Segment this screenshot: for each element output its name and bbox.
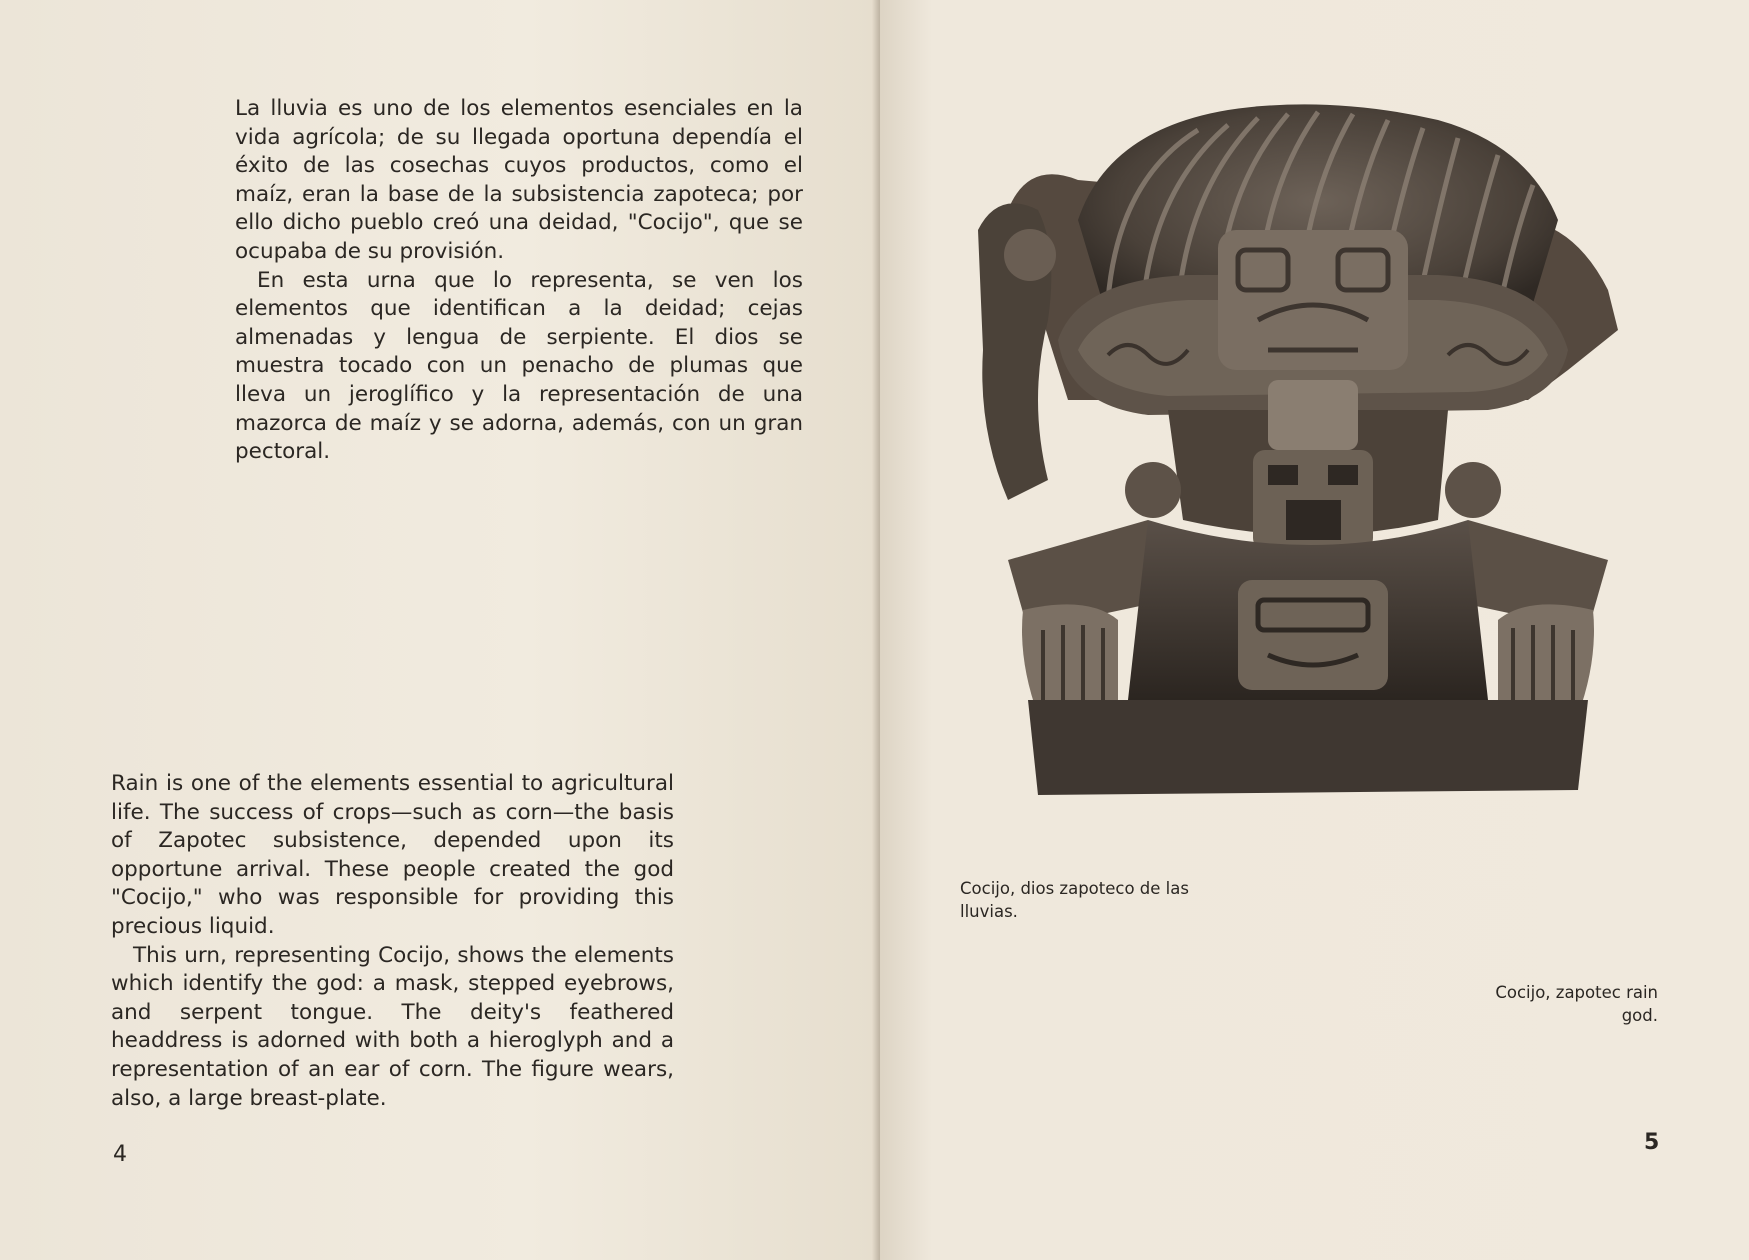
- caption-spanish: Cocijo, dios zapoteco de las lluvias.: [960, 879, 1189, 921]
- page-number-right: 5: [1644, 1130, 1660, 1155]
- spanish-paragraph-2: En esta urna que lo representa, se ven los elementos que identifican a la deidad; cejas almenadas y lengua de serpiente. El dios se muestra tocado con un penacho de plumas que lleva un jeroglífico y la representación de una mazorca de maíz y se adorna, además, con un gran pectoral.: [235, 267, 803, 465]
- english-paragraph-2: This urn, representing Cocijo, shows the elements which identify the god: a mask, stepped eyebrows, and serpent tongue. The deity's feathered headdress is adorned with both a hieroglyph and a representation of an ear of corn. The figure wears, also, a large breast-plate.: [111, 942, 674, 1111]
- spanish-text: [235, 95, 803, 467]
- page-number-left: 4: [113, 1142, 127, 1167]
- caption-english: Cocijo, zapotec rain god.: [1495, 983, 1658, 1025]
- english-paragraph-1: Rain is one of the elements essential to agricultural life. The success of crops—such as corn—the basis of Zapotec subsistence, depended upon its opportune arrival. These people created the god "Cocijo," who was responsible for providing this precious liquid.: [111, 771, 674, 939]
- spanish-paragraph-1: La lluvia es uno de los elementos esenciales en la vida agrícola; de su llegada oportuna dependía el éxito de las cosechas cuyos productos, como el maíz, eran la base de la subsistencia zapoteca; por ello dicho pueblo creó una deidad, "Cocijo", que se ocupaba de su provisión.: [235, 96, 803, 264]
- english-text: [111, 770, 674, 1113]
- cocijo-urn-photo: [968, 100, 1648, 805]
